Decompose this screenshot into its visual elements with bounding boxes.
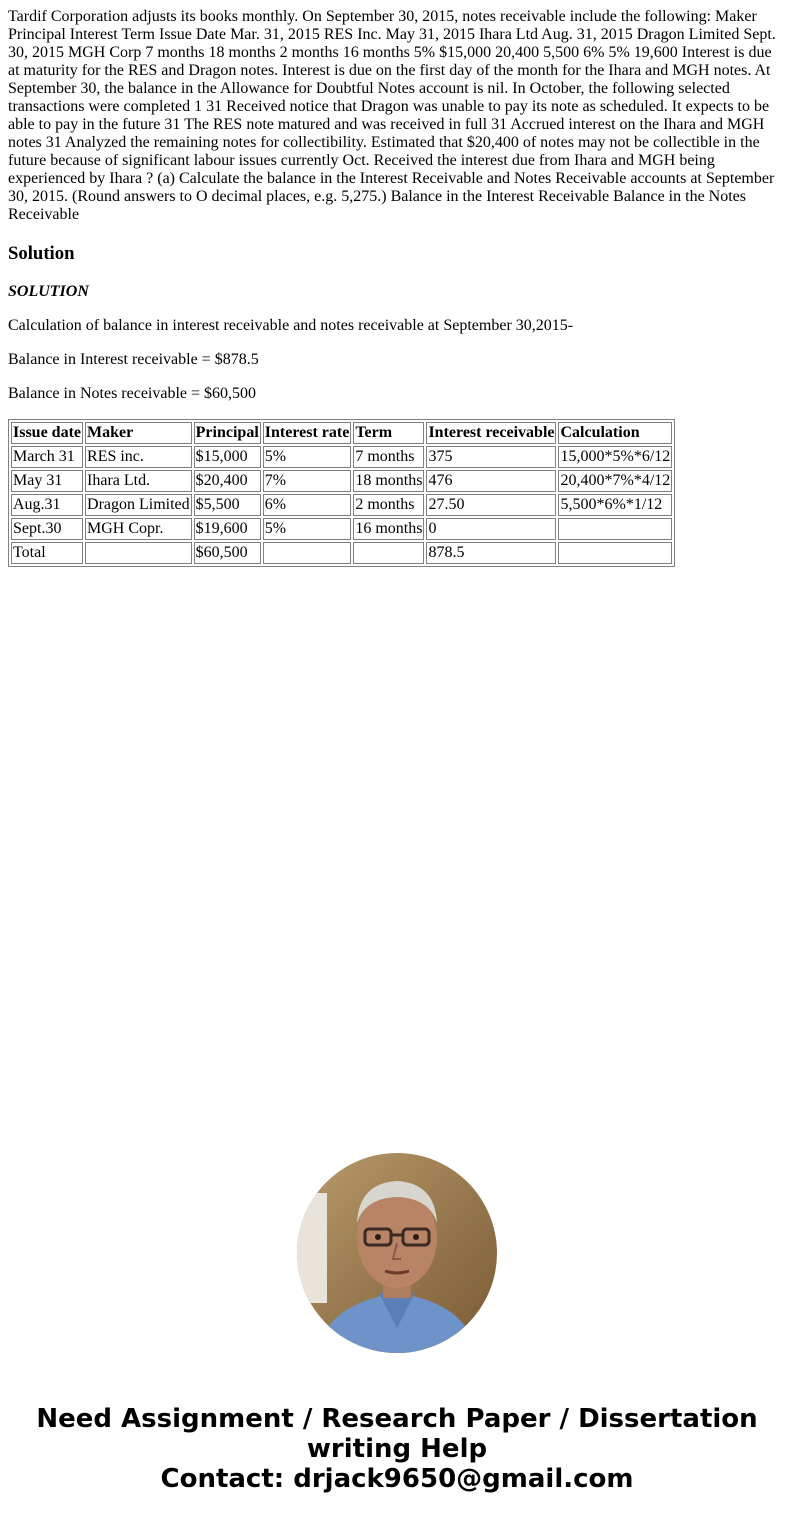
interest-receivable-balance: Balance in Interest receivable = $878.5: [8, 351, 259, 368]
calculation-intro: Calculation of balance in interest receivable and notes receivable at September 30,2015-: [8, 317, 574, 334]
portrait-left-eye: [375, 1234, 381, 1240]
table-total-row: [11, 542, 672, 564]
cell-interest-rate: 5%: [263, 518, 352, 540]
table-header-row: [11, 422, 672, 444]
author-avatar: [297, 1153, 497, 1353]
cell-calculation: 20,400*7%*4/12: [558, 470, 672, 492]
cell-calculation: 5,500*6%*1/12: [558, 494, 672, 516]
portrait-right-eye: [413, 1234, 419, 1240]
cell-interest-rate: 5%: [263, 446, 352, 468]
cell-issue-date: May 31: [11, 470, 83, 492]
cell-calculation: 15,000*5%*6/12: [558, 446, 672, 468]
cell-term: 2 months: [353, 494, 424, 516]
header-principal: Principal: [194, 422, 261, 444]
cell-interest-receivable: 0: [426, 518, 556, 540]
table-row: [11, 446, 672, 468]
cell-term: 18 months: [353, 470, 424, 492]
cell-maker: Ihara Ltd.: [85, 470, 192, 492]
cell-interest-rate: 6%: [263, 494, 352, 516]
cell-term: 16 months: [353, 518, 424, 540]
promo-banner: [0, 1404, 794, 1494]
cell-total-principal: $60,500: [194, 542, 261, 564]
notes-receivable-table: [8, 419, 675, 567]
cell-term: [353, 542, 424, 564]
table-row: [11, 494, 672, 516]
cell-maker: [85, 542, 192, 564]
cell-total-label: Total: [11, 542, 83, 564]
solution-heading: Solution: [8, 243, 75, 264]
cell-calculation: [558, 542, 672, 564]
header-calculation: Calculation: [558, 422, 672, 444]
solution-subheading: SOLUTION: [8, 283, 89, 300]
cell-interest-receivable: 27.50: [426, 494, 556, 516]
cell-interest-rate: 7%: [263, 470, 352, 492]
header-term: Term: [353, 422, 424, 444]
promo-line-1: Need Assignment / Research Paper / Dissertation: [36, 1404, 758, 1434]
header-issue-date: Issue date: [11, 422, 83, 444]
cell-principal: $15,000: [194, 446, 261, 468]
header-interest-rate: Interest rate: [263, 422, 352, 444]
promo-contact: Contact: drjack9650@gmail.com: [160, 1464, 634, 1494]
cell-interest-receivable: 375: [426, 446, 556, 468]
cell-principal: $20,400: [194, 470, 261, 492]
cell-total-interest: 878.5: [426, 542, 556, 564]
cell-maker: MGH Copr.: [85, 518, 192, 540]
cell-principal: $5,500: [194, 494, 261, 516]
question-text: Tardif Corporation adjusts its books monthly. On September 30, 2015, notes receivable include the following: Maker Principal Interest Term Issue Date Mar. 31, 2015 RES Inc. May 31, 2015 Ihara Ltd Aug. 31, 2015 Dragon Limited Sept. 30, 2015 MGH Corp 7 months 18 months 2 months 16 months 5% $15,000 20,400 5,500 6% 5% 19,600 Interest is due at maturity for the RES and Dragon notes. Interest is due on the first day of the month for the Ihara and MGH notes. At September 30, the balance in the Allowance for Doubtful Notes account is nil. In October, the following selected transactions were completed 1 31 Received notice that Dragon was unable to pay its note as scheduled. It expects to be able to pay in the future 31 The RES note matured and was received in full 31 Accrued interest on the Ihara and MGH notes 31 Analyzed the remaining notes for collectibility. Estimated that $20,400 of notes may not be collectible in the future because of significant labour issues currently Oct. Received the interest due from Ihara and MGH being experienced by Ihara ? (a) Calculate the balance in the Interest Receivable and Notes Receivable accounts at September 30, 2015. (Round answers to O decimal places, e.g. 5,275.) Balance in the Interest Receivable Balance in the Notes Receivable: [8, 8, 776, 223]
cell-calculation: [558, 518, 672, 540]
author-portrait: [297, 1153, 497, 1353]
header-interest-receivable: Interest receivable: [426, 422, 556, 444]
wall-switch-panel: [297, 1193, 327, 1303]
table-row: [11, 518, 672, 540]
notes-receivable-balance: Balance in Notes receivable = $60,500: [8, 385, 257, 402]
cell-maker: RES inc.: [85, 446, 192, 468]
cell-issue-date: Aug.31: [11, 494, 83, 516]
header-maker: Maker: [85, 422, 192, 444]
cell-issue-date: March 31: [11, 446, 83, 468]
cell-issue-date: Sept.30: [11, 518, 83, 540]
table-row: [11, 470, 672, 492]
cell-interest-rate: [263, 542, 352, 564]
cell-interest-receivable: 476: [426, 470, 556, 492]
promo-line-2: writing Help: [306, 1434, 488, 1464]
cell-maker: Dragon Limited: [85, 494, 192, 516]
cell-term: 7 months: [353, 446, 424, 468]
cell-principal: $19,600: [194, 518, 261, 540]
